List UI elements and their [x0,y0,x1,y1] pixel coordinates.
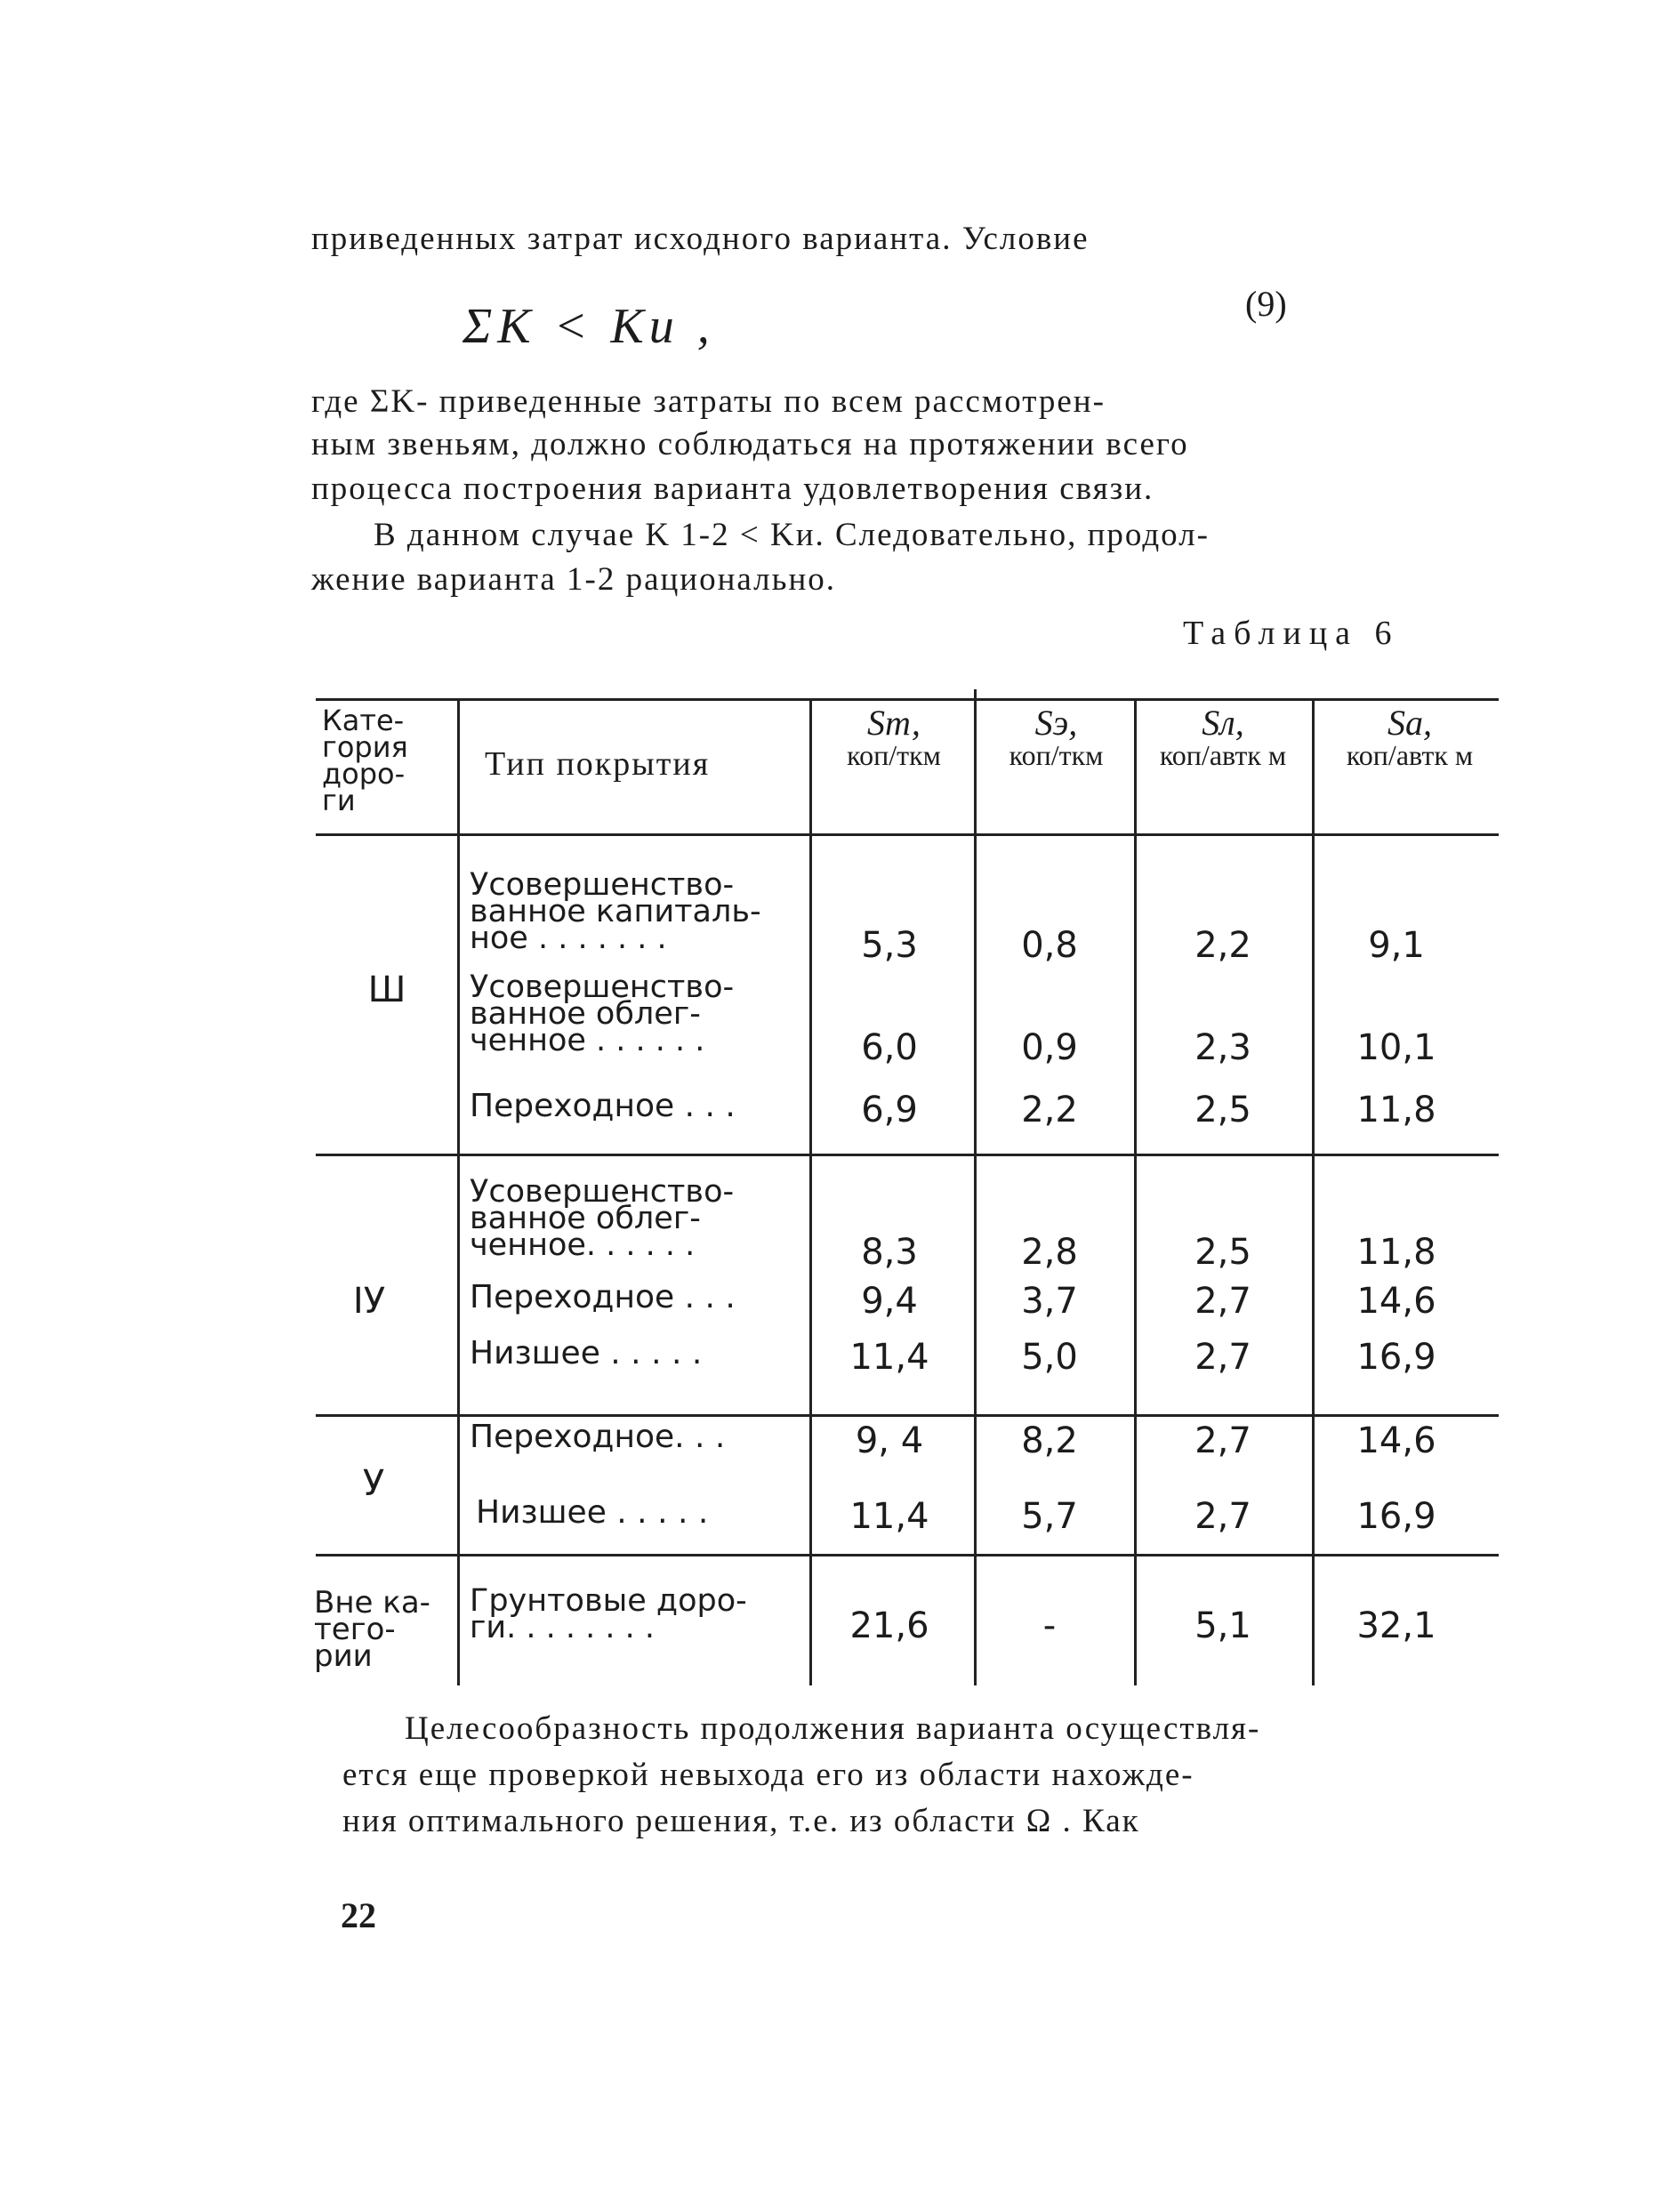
category-cell: У [362,1463,385,1504]
value-sa: 16,9 [1356,1337,1436,1378]
value-st: 5,3 [861,925,918,966]
paragraph-line: ным звеньям, должно соблюдаться на протяжении всего [311,426,1189,463]
paragraph-line: процесса построения варианта удовлетворения связи. [311,471,1154,507]
column-rule [974,689,977,1685]
value-sl: 2,2 [1194,925,1251,966]
value-st: 9, 4 [855,1420,924,1461]
value-se: - [1042,1605,1057,1646]
paragraph-line: В данном случае K 1-2 < Kи. Следовательно, продол- [374,517,1210,553]
paragraph-line: ния оптимального решения, т.е. из области Ω . Как [342,1803,1140,1839]
column-rule [457,698,460,1685]
value-sa: 16,9 [1356,1496,1436,1537]
header-st [814,703,974,771]
header-category-line: ги [322,784,356,817]
header-se [978,703,1134,771]
value-se: 5,0 [1021,1337,1078,1378]
surface-line: ванное облег- [470,1201,701,1236]
surface-cell [470,1420,725,1454]
surface-line: ное . . . . . . . [470,921,667,956]
surface-cell [470,1090,736,1123]
surface-line: ченное. . . . . . [470,1227,696,1263]
header-sa [1316,703,1503,771]
value-sl: 2,5 [1194,1232,1251,1273]
surface-line: Усовершенство- [470,969,735,1005]
value-sa: 10,1 [1356,1027,1436,1068]
category-line: тего- [314,1612,396,1647]
surface-line: ги. . . . . . . . [470,1610,656,1645]
equation-number: (9) [1245,284,1287,324]
header-category [322,704,408,817]
value-sa: 9,1 [1368,925,1425,966]
value-sa: 14,6 [1356,1281,1436,1322]
header-rule [316,833,1499,836]
surface-line: Низшее . . . . . [470,1335,703,1371]
value-se: 5,7 [1021,1496,1078,1537]
value-sl: 5,1 [1194,1605,1251,1646]
value-se: 0,8 [1021,925,1078,966]
header-sl-unit: коп/автк м [1159,739,1287,771]
surface-cell [470,1583,747,1645]
group-rule [316,1554,1499,1556]
header-se-unit: коп/ткм [1009,739,1104,771]
surface-cell [470,1337,702,1371]
header-st-symbol: Sт, [867,703,921,743]
paragraph-line: где ΣK- приведенные затраты по всем рассмотрен- [311,383,1106,420]
surface-line: Низшее . . . . . [476,1494,709,1531]
value-sa: 32,1 [1356,1605,1436,1646]
surface-line: Грунтовые доро- [470,1583,747,1619]
value-st: 6,0 [861,1027,918,1068]
header-category-line: доро- [322,757,406,791]
page-number: 22 [341,1895,376,1935]
value-sl: 2,5 [1194,1090,1251,1130]
surface-line: ванное капиталь- [470,894,761,929]
header-sl-symbol: Sл, [1202,703,1244,743]
header-st-unit: коп/ткм [847,739,941,771]
surface-line: Переходное . . . [470,1279,736,1315]
header-sa-unit: коп/автк м [1346,739,1474,771]
surface-cell [470,1174,735,1263]
value-st: 11,4 [849,1337,929,1378]
surface-line: ванное облег- [470,996,701,1032]
surface-line: Переходное. . . [470,1419,726,1455]
surface-cell [470,867,761,956]
column-rule [809,698,812,1685]
value-se: 2,8 [1021,1232,1078,1273]
value-sl: 2,7 [1194,1496,1251,1537]
category-line: Вне ка- [314,1585,430,1621]
category-cell [314,1585,430,1674]
value-st: 9,4 [861,1281,918,1322]
header-category-line: Кате- [322,704,405,737]
table-top-rule [316,698,1499,701]
paragraph-line: ется еще проверкой невыхода его из области нахожде- [342,1757,1194,1793]
paragraph-line: приведенных затрат исходного варианта. Условие [311,221,1090,257]
surface-line: Переходное . . . [470,1088,736,1124]
value-st: 11,4 [849,1496,929,1537]
surface-line: Усовершенство- [470,867,735,903]
value-st: 8,3 [861,1232,918,1273]
value-se: 0,9 [1021,1027,1078,1068]
column-rule [1312,698,1315,1685]
paragraph-line: жение варианта 1-2 рационально. [311,561,837,598]
table-caption: Таблица 6 [1183,615,1400,652]
header-surface: Тип покрытия [485,745,711,783]
category-cell: Ш [367,969,406,1010]
surface-cell [470,1281,736,1315]
value-se: 2,2 [1021,1090,1078,1130]
value-sl: 2,7 [1194,1281,1251,1322]
value-sl: 2,7 [1194,1420,1251,1461]
value-sl: 2,3 [1194,1027,1251,1068]
column-rule [1134,698,1137,1685]
value-sa: 11,8 [1356,1232,1436,1273]
paragraph-line: Целесообразность продолжения варианта осуществля- [405,1710,1261,1747]
group-rule [316,1154,1499,1156]
header-se-symbol: Sэ, [1034,703,1078,743]
value-se: 3,7 [1021,1281,1078,1322]
value-se: 8,2 [1021,1420,1078,1461]
value-sl: 2,7 [1194,1337,1251,1378]
header-sa-symbol: Sа, [1388,703,1432,743]
formula: ΣK < Kи , [463,299,715,354]
group-rule [316,1414,1499,1417]
header-sl [1134,703,1312,771]
surface-line: Усовершенство- [470,1174,735,1210]
category-line: рии [314,1638,373,1674]
category-cell: IУ [352,1281,386,1322]
header-category-line: гория [322,730,408,764]
value-sa: 14,6 [1356,1420,1436,1461]
surface-line: ченное . . . . . . [470,1023,705,1058]
value-st: 6,9 [861,1090,918,1130]
value-sa: 11,8 [1356,1090,1436,1130]
value-st: 21,6 [849,1605,929,1646]
surface-cell [476,1496,708,1530]
surface-cell [470,969,735,1058]
